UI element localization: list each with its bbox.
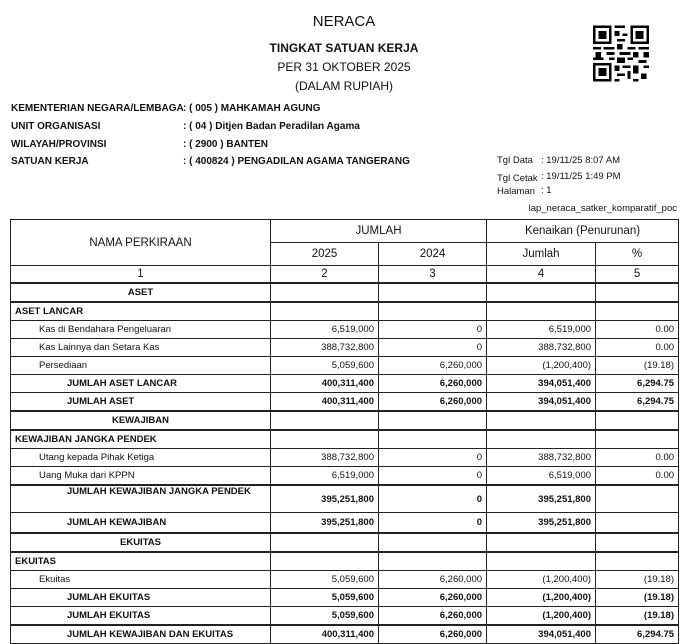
row-label: ASET LANCAR <box>11 302 271 321</box>
meta-value: : ( 400824 ) PENGADILAN AGAMA TANGERANG <box>183 156 410 167</box>
cell-2025: 5,059,600 <box>271 588 379 606</box>
cell-2024: 0 <box>379 513 487 533</box>
cell-2024: 6,260,000 <box>379 625 487 644</box>
report-unit: (DALAM RUPIAH) <box>294 79 393 93</box>
report-id: lap_neraca_satker_komparatif_poc <box>528 203 677 214</box>
cell-pct: (19.18) <box>596 570 679 588</box>
cell-diff: 395,251,800 <box>487 513 596 533</box>
cell-diff: 394,051,400 <box>487 375 596 393</box>
table-row-section <box>11 411 679 430</box>
cell-2025: 395,251,800 <box>271 485 379 513</box>
cell-diff: 394,051,400 <box>487 625 596 644</box>
report-title: NERACA <box>312 13 376 30</box>
cell-2025: 388,732,800 <box>271 339 379 357</box>
row-label: JUMLAH KEWAJIBAN <box>11 513 271 533</box>
col-number: 4 <box>487 266 596 284</box>
row-label: Uang Muka dari KPPN <box>11 467 271 486</box>
table-row-total <box>11 513 679 533</box>
cell-2025: 5,059,600 <box>271 606 379 625</box>
cell-diff: 6,519,000 <box>487 467 596 486</box>
meta-value: : ( 005 ) MAHKAMAH AGUNG <box>183 103 321 114</box>
side-value: : 19/11/25 1:49 PM <box>541 171 621 182</box>
row-label: Utang kepada Pihak Ketiga <box>11 449 271 467</box>
table-row <box>11 357 679 375</box>
table-row-group <box>11 302 679 321</box>
cell-2025: 5,059,600 <box>271 357 379 375</box>
meta-label: WILAYAH/PROVINSI <box>11 139 107 150</box>
table-row <box>11 321 679 339</box>
meta-value: : ( 04 ) Ditjen Badan Peradilan Agama <box>183 121 360 132</box>
side-label: Tgl Data <box>497 155 533 166</box>
side-value: : 19/11/25 8:07 AM <box>541 155 621 166</box>
meta-value: : ( 2900 ) BANTEN <box>183 139 269 150</box>
table-row <box>11 570 679 588</box>
col-header-2025: 2025 <box>271 243 379 266</box>
cell-pct: 6,294.75 <box>596 625 679 644</box>
balance-sheet-table <box>10 219 679 644</box>
row-label: JUMLAH EKUITAS <box>11 588 271 606</box>
cell-pct: 0.00 <box>596 339 679 357</box>
row-label: KEWAJIBAN <box>11 411 271 430</box>
cell-pct: 0.00 <box>596 321 679 339</box>
cell-2024: 0 <box>379 467 487 486</box>
col-number: 5 <box>596 266 679 284</box>
side-label: Halaman <box>497 186 536 197</box>
table-row <box>11 467 679 486</box>
col-header-pct: % <box>596 243 679 266</box>
meta-label: KEMENTERIAN NEGARA/LEMBAGA <box>11 103 184 114</box>
table-row-section <box>11 533 679 552</box>
meta-label: UNIT ORGANISASI <box>11 121 101 132</box>
row-label: ASET <box>11 283 271 302</box>
col-header-nama: NAMA PERKIRAAN <box>11 220 271 266</box>
cell-2024: 0 <box>379 321 487 339</box>
col-number: 3 <box>379 266 487 284</box>
cell-pct: (19.18) <box>596 606 679 625</box>
cell-2025: 388,732,800 <box>271 449 379 467</box>
cell-2024: 6,260,000 <box>379 393 487 412</box>
col-header-kenaikan: Kenaikan (Penurunan) <box>487 220 679 243</box>
row-label: EKUITAS <box>11 552 271 571</box>
cell-diff: (1,200,400) <box>487 357 596 375</box>
side-label: Tgl Cetak <box>497 173 538 184</box>
col-number: 1 <box>11 266 271 284</box>
row-label: JUMLAH EKUITAS <box>11 606 271 625</box>
qr-code-icon <box>593 25 649 82</box>
cell-2024: 0 <box>379 485 487 513</box>
cell-diff: 388,732,800 <box>487 339 596 357</box>
cell-pct: 6,294.75 <box>596 393 679 412</box>
cell-pct: 0.00 <box>596 449 679 467</box>
cell-2025: 6,519,000 <box>271 321 379 339</box>
cell-diff: 388,732,800 <box>487 449 596 467</box>
row-label: Kas di Bendahara Pengeluaran <box>11 321 271 339</box>
cell-2024: 6,260,000 <box>379 375 487 393</box>
table-row-group <box>11 552 679 571</box>
table-row <box>11 449 679 467</box>
col-header-jumlah-diff: Jumlah <box>487 243 596 266</box>
table-row-subtotal <box>11 375 679 393</box>
table-row-group <box>11 430 679 449</box>
cell-2025: 400,311,400 <box>271 625 379 644</box>
row-label: JUMLAH ASET <box>11 393 271 412</box>
cell-2024: 6,260,000 <box>379 357 487 375</box>
cell-2024: 0 <box>379 449 487 467</box>
table-row-section <box>11 283 679 302</box>
cell-pct: (19.18) <box>596 588 679 606</box>
cell-diff: (1,200,400) <box>487 570 596 588</box>
row-label: JUMLAH ASET LANCAR <box>11 375 271 393</box>
side-value: : 1 <box>541 185 552 196</box>
cell-diff: 395,251,800 <box>487 485 596 513</box>
row-label: JUMLAH KEWAJIBAN JANGKA PENDEK <box>11 485 271 513</box>
cell-2025: 400,311,400 <box>271 375 379 393</box>
table-row-subtotal <box>11 485 679 513</box>
cell-2024: 6,260,000 <box>379 570 487 588</box>
cell-2024: 6,260,000 <box>379 588 487 606</box>
col-header-jumlah: JUMLAH <box>271 220 487 243</box>
cell-2024: 0 <box>379 339 487 357</box>
cell-pct: 0.00 <box>596 467 679 486</box>
cell-2025: 400,311,400 <box>271 393 379 412</box>
cell-diff: 394,051,400 <box>487 393 596 412</box>
cell-pct <box>596 485 679 513</box>
cell-diff: 6,519,000 <box>487 321 596 339</box>
table-row-total <box>11 606 679 625</box>
report-subtitle: TINGKAT SATUAN KERJA <box>269 41 419 55</box>
cell-2025: 395,251,800 <box>271 513 379 533</box>
col-number: 2 <box>271 266 379 284</box>
cell-diff: (1,200,400) <box>487 606 596 625</box>
row-label: EKUITAS <box>11 533 271 552</box>
table-row-total <box>11 393 679 412</box>
table-row <box>11 339 679 357</box>
table-row-subtotal <box>11 588 679 606</box>
cell-diff: (1,200,400) <box>487 588 596 606</box>
row-label: Kas Lainnya dan Setara Kas <box>11 339 271 357</box>
row-label: KEWAJIBAN JANGKA PENDEK <box>11 430 271 449</box>
row-label: JUMLAH KEWAJIBAN DAN EKUITAS <box>11 625 271 644</box>
col-header-2024: 2024 <box>379 243 487 266</box>
table-row-grand-total <box>11 625 679 644</box>
cell-pct <box>596 513 679 533</box>
cell-2025: 5,059,600 <box>271 570 379 588</box>
row-label: Persediaan <box>11 357 271 375</box>
meta-label: SATUAN KERJA <box>11 156 89 167</box>
report-period: PER 31 OKTOBER 2025 <box>277 60 411 74</box>
cell-2024: 6,260,000 <box>379 606 487 625</box>
row-label: Ekuitas <box>11 570 271 588</box>
cell-2025: 6,519,000 <box>271 467 379 486</box>
cell-pct: (19.18) <box>596 357 679 375</box>
cell-pct: 6,294.75 <box>596 375 679 393</box>
